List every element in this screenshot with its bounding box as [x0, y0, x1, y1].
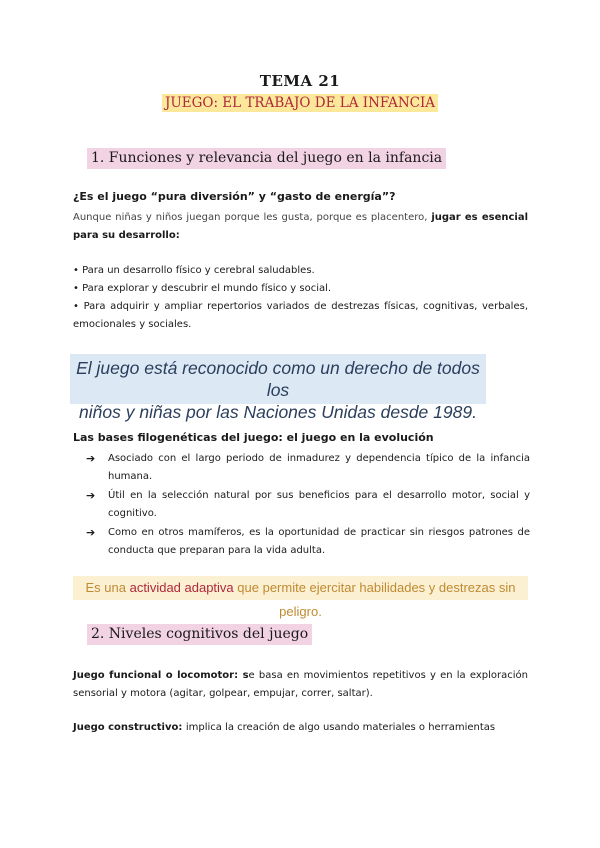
adaptive-callout-post: que permite ejercitar habilidades y destrezas sin peligro. — [233, 580, 516, 619]
intro-bold: jugar es esencial para su desarrollo: — [73, 212, 528, 241]
arrow-right-icon: ➔ — [86, 489, 96, 502]
phylo-list — [86, 450, 530, 561]
constructive-play-text: implica la creación de algo usando materiales o herramientas — [185, 722, 496, 733]
intro-text: Aunque niñas y niños juegan porque les gusta, porque es placentero, — [73, 212, 432, 223]
section-heading-2: 2. Niveles cognitivos del juego — [87, 624, 312, 645]
doc-subtitle: JUEGO: EL TRABAJO DE LA INFANCIA — [162, 94, 438, 112]
intro-paragraph — [73, 209, 528, 245]
rights-callout-line-1: El juego está reconocido como un derecho de todos los — [76, 358, 480, 400]
list-item — [86, 450, 530, 486]
adaptive-callout-pre: Es una — [85, 580, 130, 595]
list-item — [86, 487, 530, 523]
benefit-list — [73, 262, 528, 334]
phylo-heading: Las bases filogenéticas del juego: el juego en la evolución — [73, 431, 434, 444]
list-item — [86, 524, 530, 560]
phylo-point: Asociado con el largo periodo de inmadurez y dependencia típico de la infancia humana. — [108, 453, 530, 482]
arrow-right-icon: ➔ — [86, 452, 96, 465]
constructive-play-label: Juego constructivo: — [73, 722, 186, 733]
constructive-play-paragraph — [73, 719, 528, 737]
arrow-right-icon: ➔ — [86, 526, 96, 539]
rights-callout — [70, 354, 486, 422]
list-item: • Para adquirir y ampliar repertorios variados de destrezas físicas, cognitivas, verbales, emocionales y sociales. — [73, 301, 528, 330]
list-item: • Para un desarrollo físico y cerebral saludables. — [73, 265, 315, 276]
phylo-point: Como en otros mamíferos, es la oportunidad de practicar sin riesgos patrones de conducta que preparan para la vida adulta. — [108, 527, 530, 556]
rights-callout-line-2: niños y niñas por las Naciones Unidas desde 1989. — [79, 402, 477, 422]
phylo-point: Útil en la selección natural por sus beneficios para el desarrollo motor, social y cognitivo. — [108, 490, 530, 519]
adaptive-callout — [73, 576, 528, 619]
list-item: • Para explorar y descubrir el mundo físico y social. — [73, 283, 332, 294]
question-heading: ¿Es el juego “pura diversión” y “gasto de energía”? — [73, 190, 396, 203]
doc-title: TEMA 21 — [259, 72, 341, 90]
doc-subtitle-wrap — [0, 92, 600, 112]
functional-play-label: Juego funcional o locomotor: s — [73, 670, 249, 681]
adaptive-callout-emphasis: actividad adaptiva — [129, 580, 234, 595]
functional-play-text: e basa en movimientos repetitivos y en la exploración sensorial y motora (agitar, golpear, empujar, correr, saltar). — [73, 670, 528, 699]
functional-play-paragraph — [73, 667, 528, 703]
section-heading-1: 1. Funciones y relevancia del juego en la infancia — [87, 148, 446, 169]
